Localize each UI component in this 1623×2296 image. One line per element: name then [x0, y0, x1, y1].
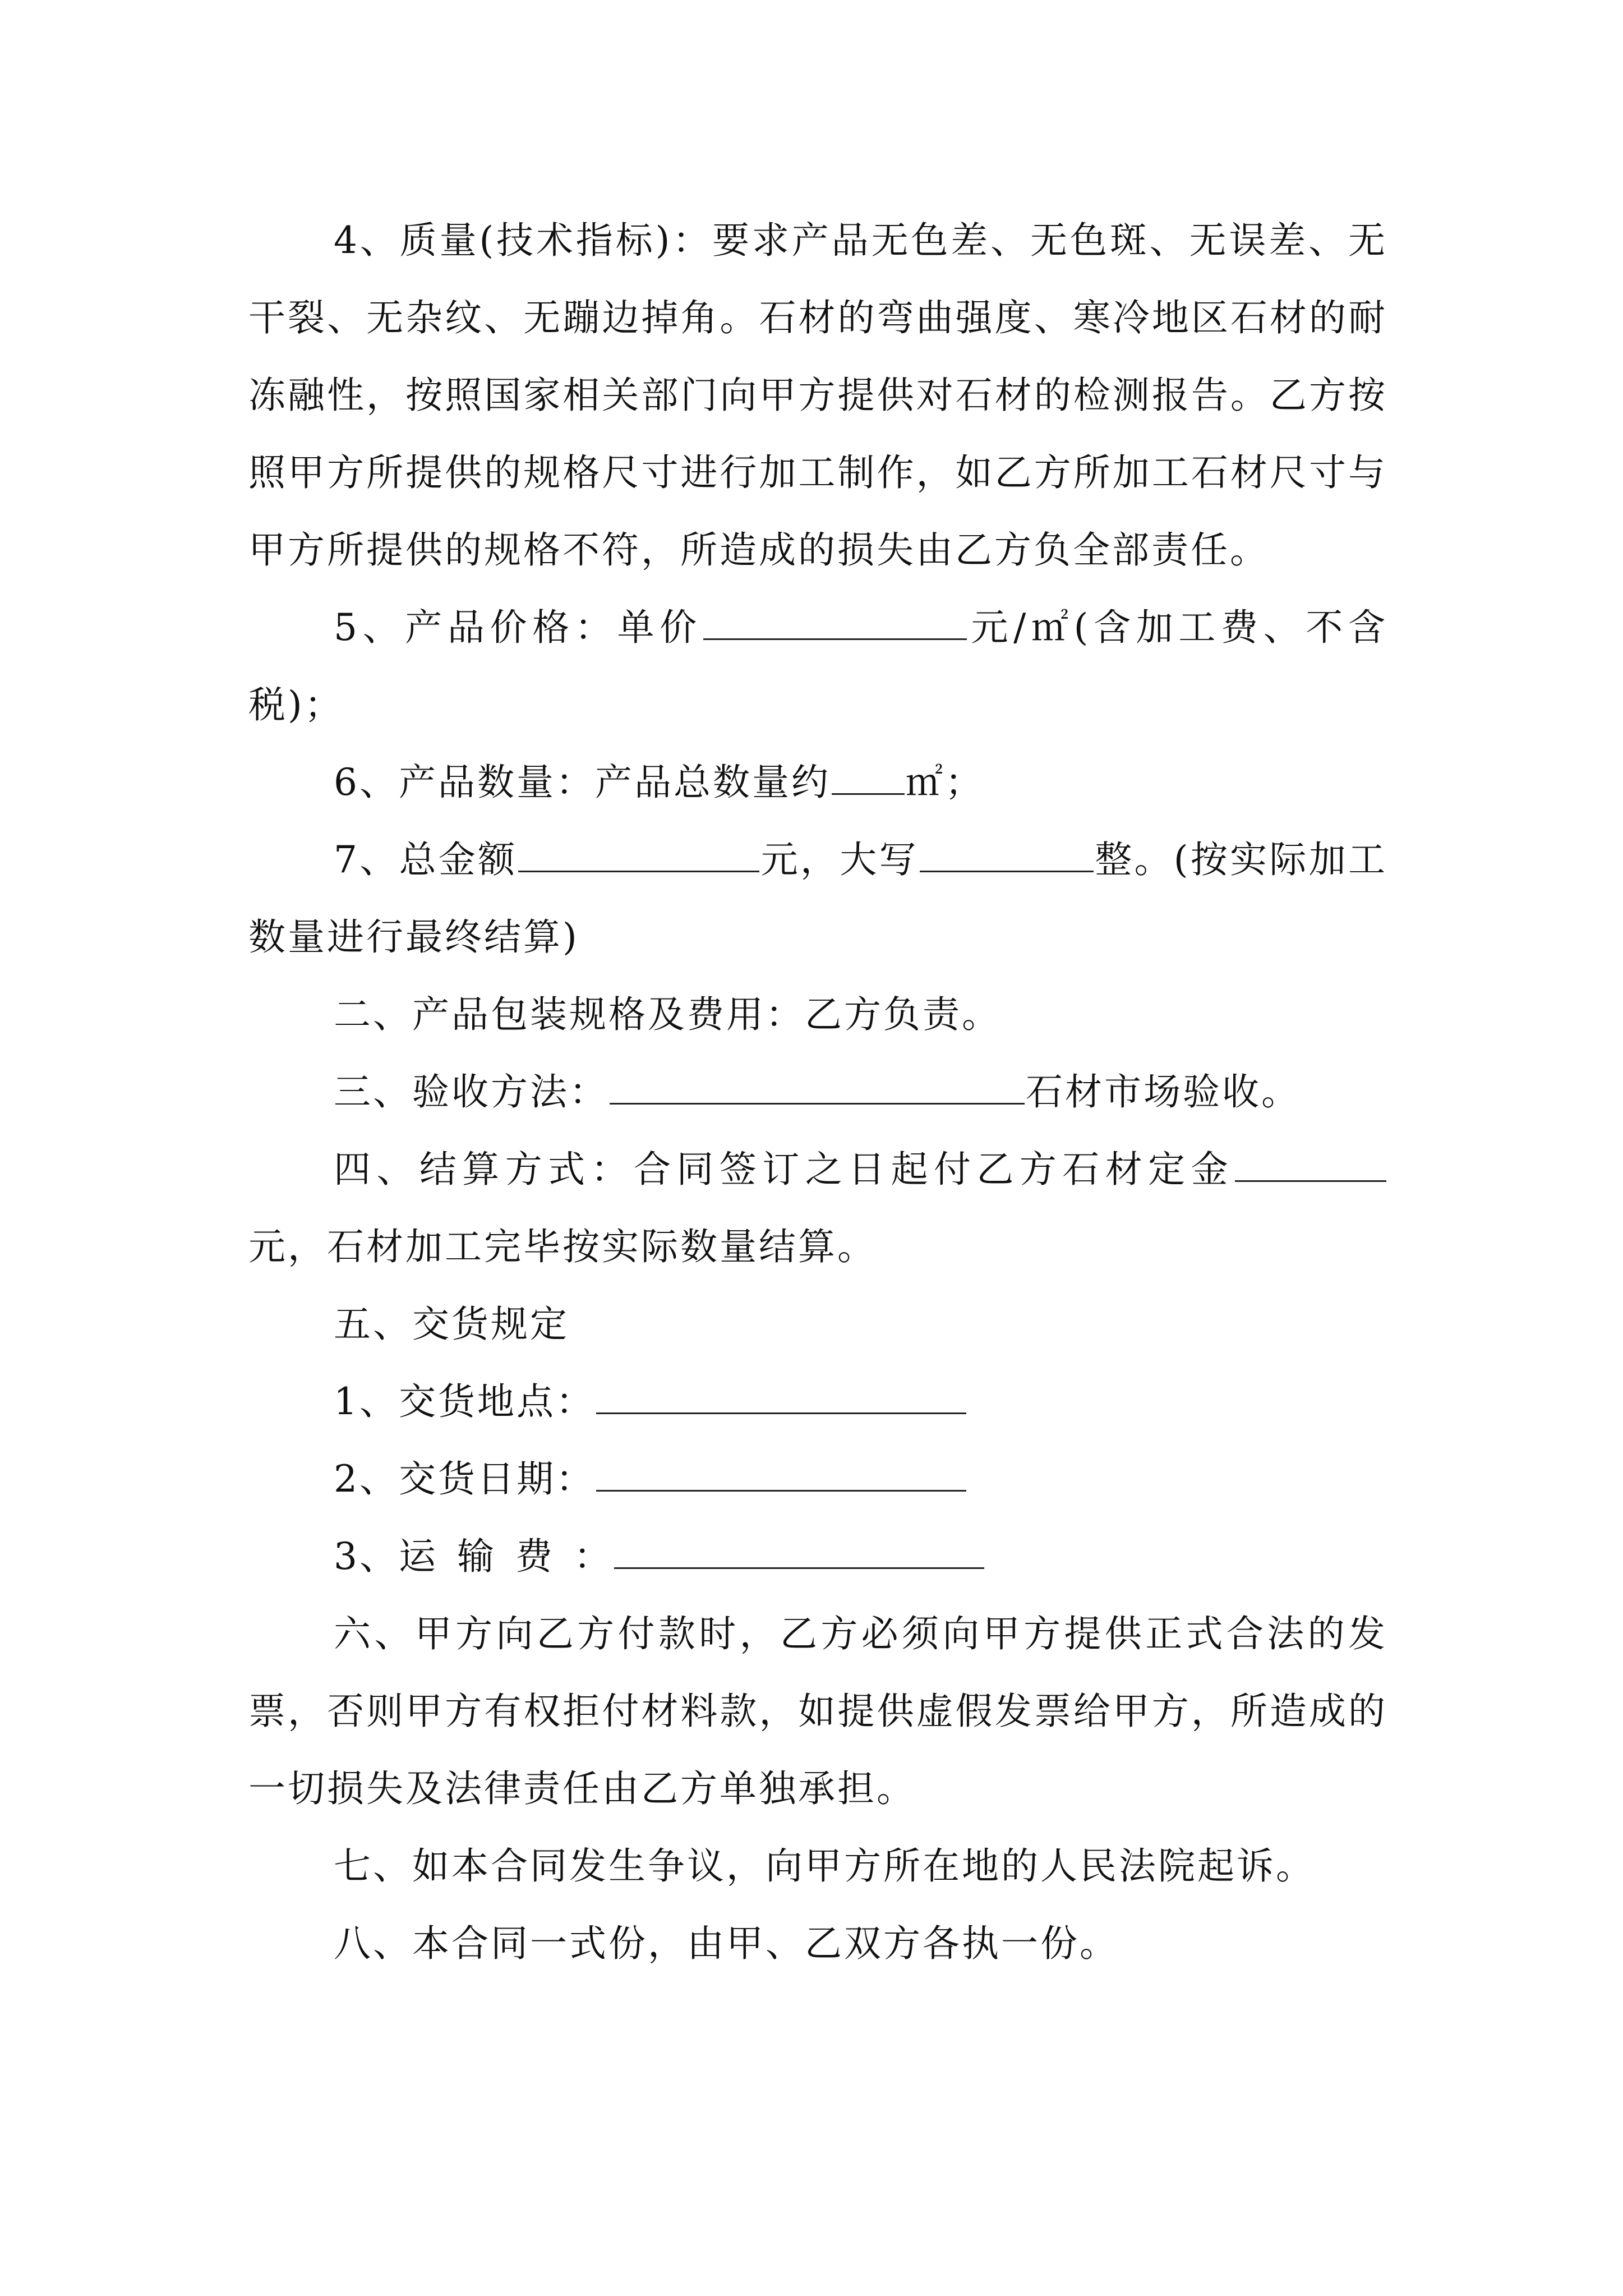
clause-dispute: 七、如本合同发生争议，向甲方所在地的人民法院起诉。	[334, 1844, 1315, 1888]
acceptance-note: 石材市场验收。	[1026, 1070, 1301, 1114]
delivery-date-blank	[596, 1458, 966, 1492]
acceptance-label: 三、验收方法：	[334, 1070, 608, 1114]
delivery-place-label: 1、交货地点：	[334, 1380, 595, 1423]
clause-acceptance	[248, 1053, 1387, 1131]
transport-colon: ：	[574, 1535, 613, 1578]
clause-invoice: 六、甲方向乙方付款时，乙方必须向甲方提供正式合法的发票，否则甲方有权拒付材料款，如提供虚假发票给甲方，所造成的一切损失及法律责任由乙方单独承担。	[248, 1612, 1387, 1810]
clause-price	[248, 589, 1387, 744]
deposit-blank	[1235, 1149, 1386, 1182]
clause-copies: 八、本合同一式份，由甲、乙双方各执一份。	[334, 1922, 1119, 1965]
total-upper-blank	[920, 839, 1094, 872]
transport-fee-blank	[614, 1536, 984, 1569]
contract-body	[248, 202, 1387, 1982]
clause-settlement	[248, 1131, 1387, 1286]
quantity-blank	[832, 762, 905, 795]
price-label: 5、产品价格：单价	[334, 606, 702, 649]
clause-quantity	[248, 744, 1387, 821]
acceptance-blank	[610, 1071, 1025, 1105]
delivery-place-blank	[596, 1381, 966, 1414]
delivery-place-line	[248, 1363, 1387, 1441]
clause-packaging: 二、产品包装规格及费用：乙方负责。	[334, 993, 1001, 1036]
settlement-note: 元，石材加工完毕按实际数量结算。	[248, 1225, 877, 1268]
price-blank	[703, 607, 967, 640]
quantity-unit: ㎡；	[906, 761, 984, 804]
delivery-date-label: 2、交货日期：	[334, 1457, 595, 1501]
quantity-label: 6、产品数量：产品总数量约	[334, 761, 831, 804]
total-label: 7、总金额	[334, 838, 518, 881]
total-blank	[518, 839, 759, 872]
clause-delivery-heading: 五、交货规定	[334, 1303, 569, 1346]
clause-total	[248, 821, 1387, 976]
clause-quality: 4、质量(技术指标)：要求产品无色差、无色斑、无误差、无干裂、无杂纹、无蹦边掉角。石材的弯曲强度、寒冷地区石材的耐冻融性，按照国家相关部门向甲方提供对石材的检测报告。乙方按照甲方所提供的规格尺寸进行加工制作，如乙方所加工石材尺寸与甲方所提供的规格不符，所造成的损失由乙方负全部责任。	[248, 219, 1387, 572]
transport-number: 3、	[334, 1535, 399, 1578]
delivery-date-line	[248, 1441, 1387, 1518]
total-upper-label: 元，大写	[760, 838, 919, 881]
transport-fee-label: 运输费	[399, 1535, 574, 1578]
settlement-label: 四、结算方式：合同签订之日起付乙方石材定金	[334, 1148, 1234, 1191]
total-note: 整。(按实际加工数量进行最终结算)	[248, 838, 1388, 959]
transport-fee-line	[248, 1518, 1387, 1595]
price-unit: 元/㎡(含加工费、不含税)；	[248, 606, 1387, 726]
